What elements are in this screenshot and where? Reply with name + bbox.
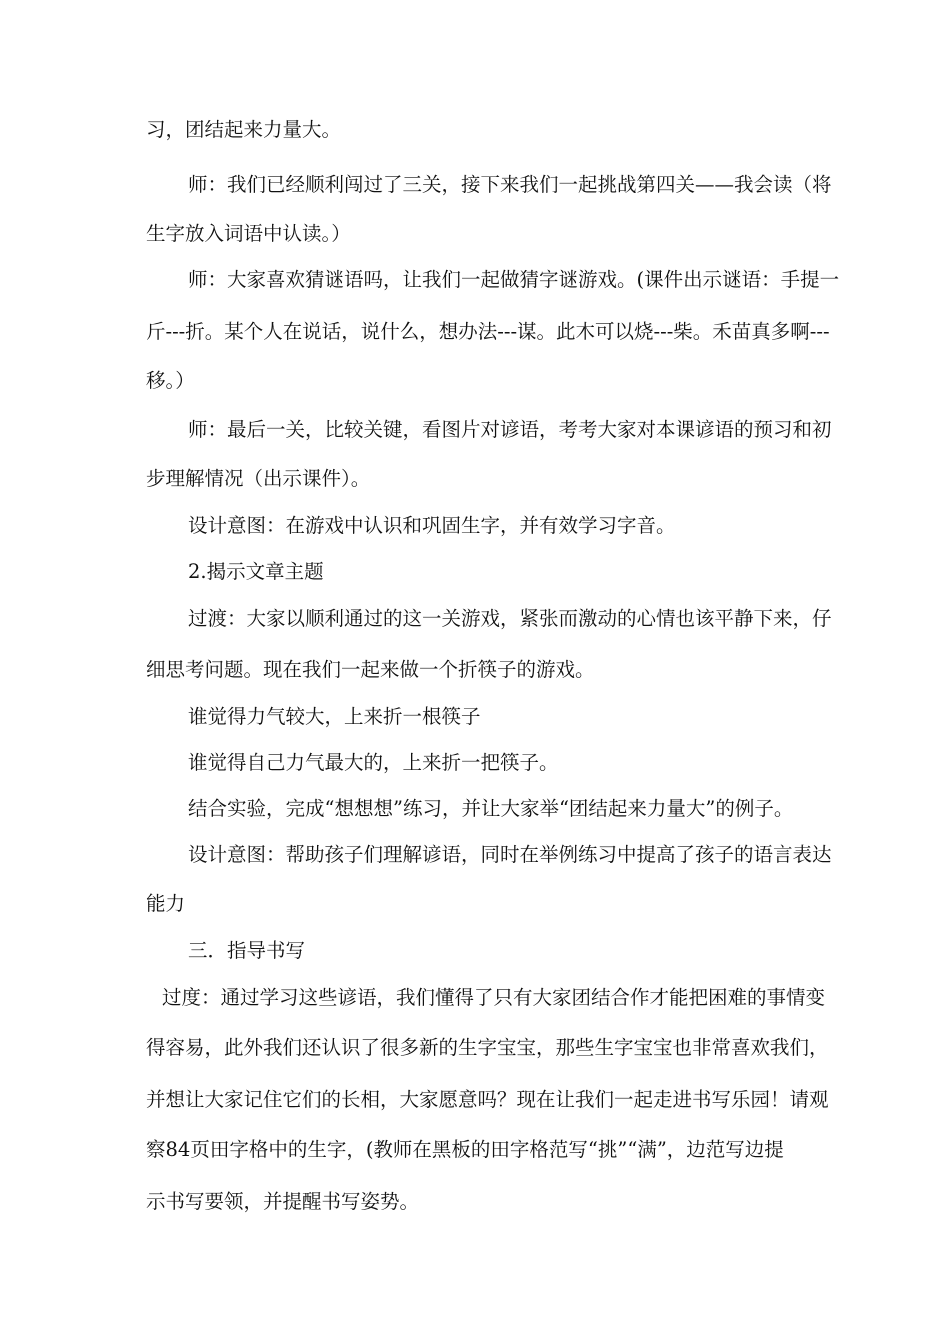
text-line: 斤---折。某个人在说话，说什么，想办法---谋。此木可以烧---柴。禾苗真多啊--- xyxy=(146,320,830,343)
text-line: 细思考问题。现在我们一起来做一个折筷子的游戏。 xyxy=(146,658,595,681)
text-line: 师：我们已经顺利闯过了三关，接下来我们一起挑战第四关——我会读（将 xyxy=(188,173,832,196)
text-line: 师：大家喜欢猜谜语吗，让我们一起做猜字谜游戏。(课件出示谜语：手提一 xyxy=(188,268,840,291)
text-line: 步理解情况（出示课件）。 xyxy=(146,467,371,490)
section-heading: 三．指导书写 xyxy=(188,939,306,962)
text-line: 示书写要领，并提醒书写姿势。 xyxy=(146,1190,420,1213)
text-line: 过渡：大家以顺利通过的这一关游戏，紧张而激动的心情也该平静下来，仔 xyxy=(188,607,832,630)
design-intent-line: 设计意图：帮助孩子们理解谚语，同时在举例练习中提高了孩子的语言表达 xyxy=(188,843,832,866)
text-line: 得容易，此外我们还认识了很多新的生字宝宝，那些生字宝宝也非常喜欢我们， xyxy=(146,1036,829,1059)
text-line: 生字放入词语中认读。） xyxy=(146,222,351,245)
text-line: 移。） xyxy=(146,369,195,392)
text-line: 并想让大家记住它们的长相，大家愿意吗？现在让我们一起走进书写乐园！请观 xyxy=(146,1088,829,1111)
text-line: 能力 xyxy=(146,892,186,915)
text-line: 师：最后一关，比较关键，看图片对谚语，考考大家对本课谚语的预习和初 xyxy=(188,418,832,441)
text-line: 结合实验，完成“想想想”练习，并让大家举“团结起来力量大”的例子。 xyxy=(188,797,794,820)
design-intent-line: 设计意图：在游戏中认识和巩固生字，并有效学习字音。 xyxy=(188,514,676,537)
text-line: 察84页田字格中的生字，(教师在黑板的田字格范写“挑”“满”，边范写边提 xyxy=(146,1138,784,1161)
text-line: 谁觉得自己力气最大的，上来折一把筷子。 xyxy=(188,751,559,774)
text-line: 习，团结起来力量大。 xyxy=(146,118,342,141)
section-heading: 2.揭示文章主题 xyxy=(188,560,324,583)
text-line: 谁觉得力气较大，上来折一根筷子 xyxy=(188,705,481,728)
text-line: 过度：通过学习这些谚语，我们懂得了只有大家团结合作才能把困难的事情变 xyxy=(162,986,826,1009)
